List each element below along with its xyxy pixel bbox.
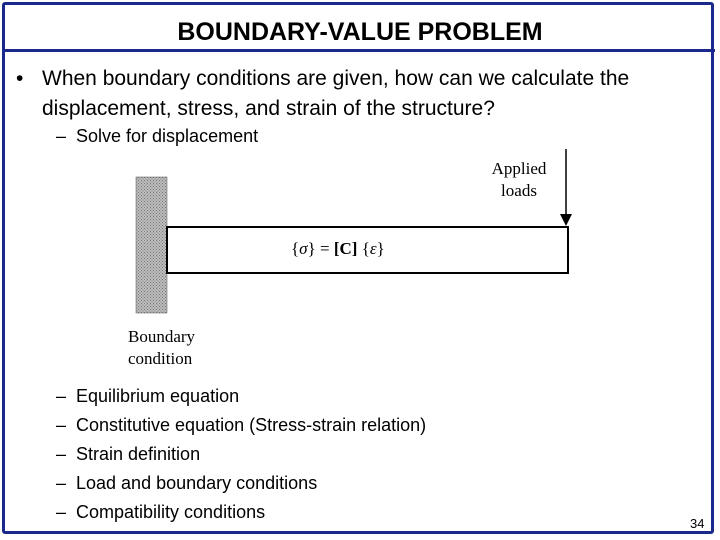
list-dash: – (56, 444, 67, 464)
eq-rhs-open: { (357, 239, 370, 258)
slide-title: BOUNDARY-VALUE PROBLEM (177, 18, 543, 46)
eq-lhs-close: } (307, 239, 316, 258)
list-item-text: Strain definition (76, 444, 201, 464)
bullet-text: When boundary conditions are given, how can we calculate the displacement, stress, and strain of the structure? (42, 67, 630, 120)
list-item-text: Load and boundary conditions (76, 473, 318, 493)
list-item-text: Equilibrium equation (76, 386, 240, 406)
boundary-label-line2: condition (128, 349, 193, 368)
applied-loads-label-line1: Applied (491, 159, 547, 178)
list-dash: – (56, 473, 67, 493)
list-dash: – (56, 415, 67, 435)
list-item-text: Constitutive equation (Stress-strain relation) (76, 415, 427, 435)
list-dash: – (56, 386, 67, 406)
eq-sigma: σ (299, 239, 308, 258)
sub-bullet-text: Solve for displacement (76, 126, 259, 146)
applied-loads-label-line2: loads (501, 181, 537, 200)
eq-epsilon: ε (369, 239, 377, 258)
eq-lhs-open: { (291, 239, 300, 258)
load-arrow-icon (560, 214, 572, 226)
constitutive-equation (291, 239, 385, 258)
eq-matrix: [C] (333, 239, 358, 258)
boundary-label-line1: Boundary (128, 327, 196, 346)
list-dash: – (56, 502, 67, 522)
sub-bullet-dash: – (56, 126, 67, 146)
page-number: 34 (690, 516, 705, 531)
fixed-wall-support (136, 177, 167, 313)
eq-equals: = (315, 239, 334, 258)
list-item-text: Compatibility conditions (76, 502, 266, 522)
bullet-dot: • (16, 67, 24, 90)
eq-rhs-close: } (376, 239, 385, 258)
